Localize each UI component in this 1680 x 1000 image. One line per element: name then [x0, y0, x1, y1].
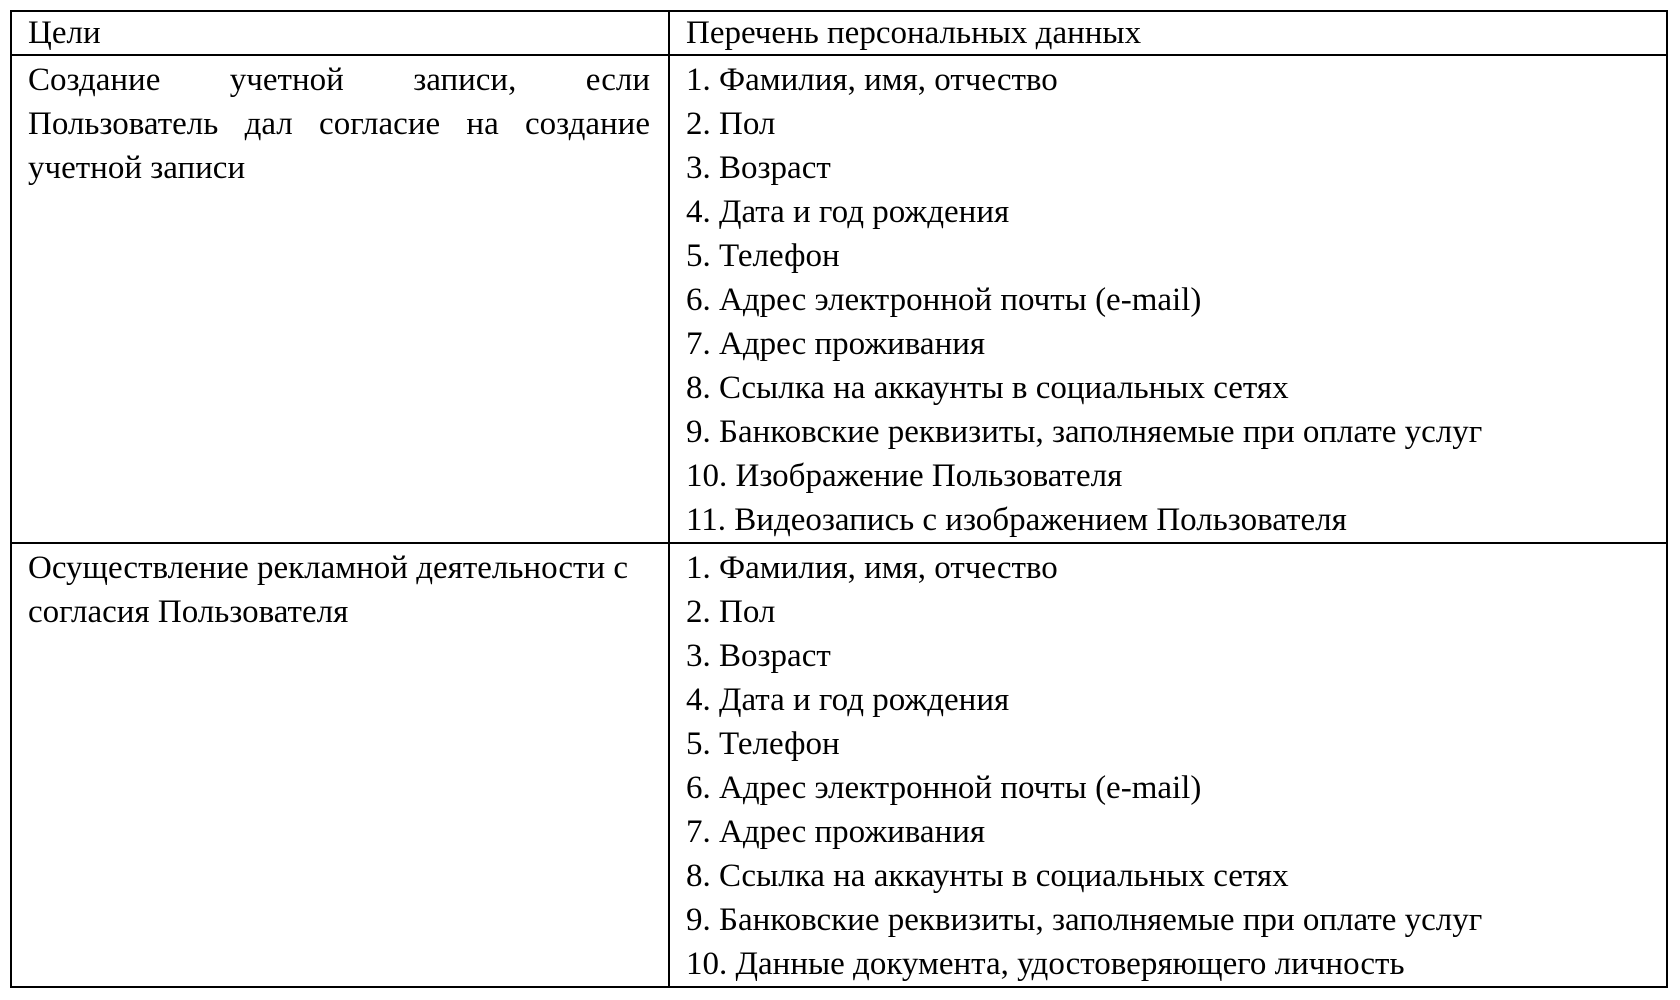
- list-item: 10. Данные документа, удостоверяющего личность: [686, 946, 1405, 982]
- goal-cell: Создание учетной записи, если Пользователь дал согласие на создание учетной записи: [11, 55, 669, 543]
- list-item: 3. Возраст: [686, 150, 831, 186]
- goal-cell: Осуществление рекламной деятельности с согласия Пользователя: [11, 543, 669, 987]
- data-list-cell: [669, 543, 1667, 987]
- list-item: 2. Пол: [686, 106, 776, 142]
- list-item: 8. Ссылка на аккаунты в социальных сетях: [686, 858, 1289, 894]
- list-item: 10. Изображение Пользователя: [686, 458, 1123, 494]
- list-item: 4. Дата и год рождения: [686, 194, 1010, 230]
- list-item: 1. Фамилия, имя, отчество: [686, 550, 1058, 586]
- list-item: 6. Адрес электронной почты (e-mail): [686, 770, 1202, 806]
- table-row: [11, 543, 1667, 987]
- list-item: 2. Пол: [686, 594, 776, 630]
- list-item: 3. Возраст: [686, 638, 831, 674]
- list-item: 11. Видеозапись с изображением Пользователя: [686, 502, 1347, 538]
- list-item: 1. Фамилия, имя, отчество: [686, 62, 1058, 98]
- table-header-row: [11, 11, 1667, 55]
- list-item: 4. Дата и год рождения: [686, 682, 1010, 718]
- list-item: 6. Адрес электронной почты (e-mail): [686, 282, 1202, 318]
- header-data-list: Перечень персональных данных: [669, 11, 1667, 55]
- list-item: 8. Ссылка на аккаунты в социальных сетях: [686, 370, 1289, 406]
- list-item: 5. Телефон: [686, 726, 840, 762]
- personal-data-table: [10, 10, 1668, 988]
- list-item: 9. Банковские реквизиты, заполняемые при оплате услуг: [686, 414, 1483, 450]
- list-item: 5. Телефон: [686, 238, 840, 274]
- data-list-cell: [669, 55, 1667, 543]
- table-row: [11, 55, 1667, 543]
- list-item: 9. Банковские реквизиты, заполняемые при оплате услуг: [686, 902, 1483, 938]
- header-goals: Цели: [11, 11, 669, 55]
- list-item: 7. Адрес проживания: [686, 326, 986, 362]
- list-item: 7. Адрес проживания: [686, 814, 986, 850]
